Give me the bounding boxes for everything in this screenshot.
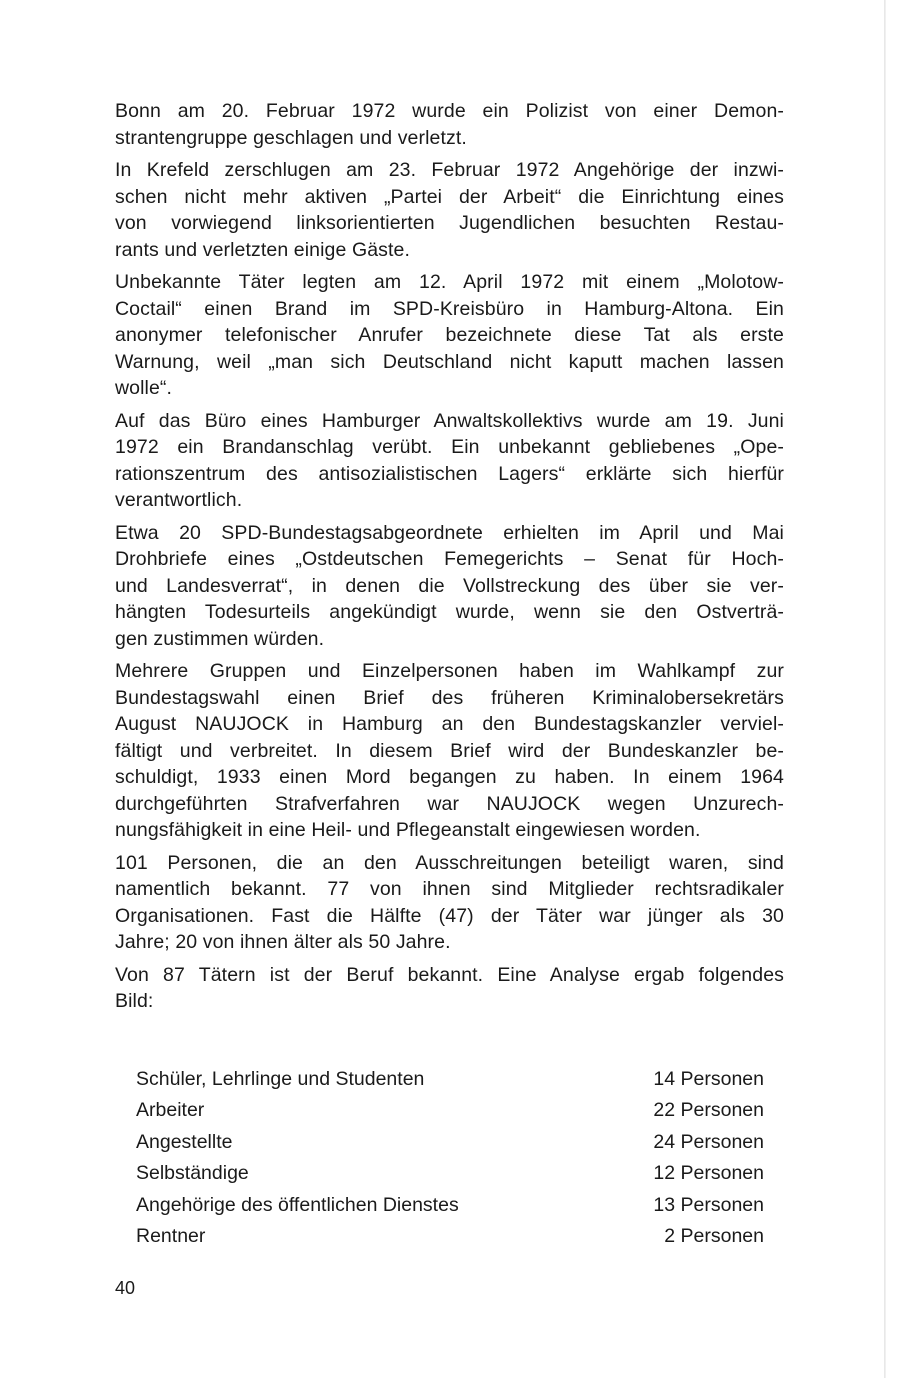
text-line: Bild:	[115, 990, 154, 1012]
occupation-group: Arbeiter	[136, 1099, 205, 1122]
occupation-count: 22 Personen	[653, 1099, 764, 1122]
text-line: anonymer telefonischer Anrufer bezeichnete diese Tat als erste	[115, 324, 784, 346]
text-line: Drohbriefe eines „Ostdeutschen Femegerichts – Senat für Hoch-	[115, 548, 784, 570]
paragraph	[115, 408, 784, 514]
occupation-count: 24 Personen	[653, 1130, 764, 1153]
text-line: von vorwiegend linksorientierten Jugendlichen besuchten Restau-	[115, 212, 784, 234]
text-line: Bundestagswahl einen Brief des früheren Kriminalobersekretärs	[115, 686, 784, 709]
occupation-group: Selbständige	[136, 1162, 249, 1185]
text-line: 1972 ein Brandanschlag verübt. Ein unbekannt gebliebenes „Ope-	[115, 436, 784, 458]
text-line: Coctail“ einen Brand im SPD-Kreisbüro in Hamburg-Altona. Ein	[115, 297, 784, 320]
text-line: hängten Todesurteils angekündigt wurde, wenn sie den Ostverträ-	[115, 601, 784, 623]
text-line: verantwortlich.	[115, 489, 243, 511]
occupation-row	[136, 1064, 764, 1095]
text-line: Etwa 20 SPD-Bundestagsabgeordnete erhielten im April und Mai	[115, 521, 784, 544]
occupation-row	[136, 1221, 764, 1252]
text-line: Mehrere Gruppen und Einzelpersonen haben im Wahlkampf zur	[115, 660, 784, 682]
paragraph	[115, 850, 784, 956]
text-line: Auf das Büro eines Hamburger Anwaltskollektivs wurde am 19. Juni	[115, 409, 784, 432]
occupation-count: 14 Personen	[653, 1068, 764, 1090]
text-line: In Krefeld zerschlugen am 23. Februar 1972 Angehörige der inzwi-	[115, 159, 784, 181]
text-line: und Landesverrat“, in denen die Vollstreckung des über sie ver-	[115, 574, 784, 597]
occupation-count: 12 Personen	[653, 1162, 764, 1185]
text-line: Bonn am 20. Februar 1972 wurde ein Polizist von einer Demon-	[115, 100, 784, 122]
occupation-group: Schüler, Lehrlinge und Studenten	[136, 1068, 425, 1090]
paragraph	[115, 658, 784, 844]
occupation-count: 2 Personen	[664, 1224, 764, 1247]
text-line: namentlich bekannt. 77 von ihnen sind Mitglieder rechtsradikaler	[115, 878, 784, 900]
text-line: rants und verletzten einige Gäste.	[115, 238, 410, 261]
text-line: August NAUJOCK in Hamburg an den Bundestagskanzler verviel-	[115, 713, 784, 735]
text-line: Warnung, weil „man sich Deutschland nicht kaputt machen lassen	[115, 350, 784, 373]
text-line: fältigt und verbreitet. In diesem Brief wird der Bundeskanzler be-	[115, 739, 784, 762]
text-line: durchgeführten Strafverfahren war NAUJOCK wegen Unzurech-	[115, 792, 784, 815]
text-line: nungsfähigkeit in eine Heil- und Pflegeanstalt eingewiesen worden.	[115, 819, 701, 841]
text-line: 101 Personen, die an den Ausschreitungen beteiligt waren, sind	[115, 851, 784, 874]
occupation-list	[136, 1064, 764, 1252]
text-line: Von 87 Tätern ist der Beruf bekannt. Eine Analyse ergab folgendes	[115, 963, 784, 986]
text-line: Organisationen. Fast die Hälfte (47) der Täter war jünger als 30	[115, 904, 784, 927]
paragraph	[115, 269, 784, 402]
page-edge-shadow	[884, 0, 886, 1378]
text-line: strantengruppe geschlagen und verletzt.	[115, 126, 467, 149]
occupation-group: Rentner	[136, 1224, 206, 1247]
paragraph	[115, 962, 784, 1015]
body-text	[115, 98, 784, 1021]
text-line: schen nicht mehr aktiven „Partei der Arbeit“ die Einrichtung eines	[115, 185, 784, 208]
page-number: 40	[115, 1278, 136, 1298]
text-line: rationszentrum des antisozialistischen Lagers“ erklärte sich hierfür	[115, 462, 784, 485]
occupation-group: Angestellte	[136, 1130, 233, 1153]
text-line: wolle“.	[115, 377, 173, 399]
occupation-row	[136, 1095, 764, 1126]
paragraph	[115, 520, 784, 653]
text-line: schuldigt, 1933 einen Mord begangen zu haben. In einem 1964	[115, 766, 784, 788]
occupation-row	[136, 1127, 764, 1158]
occupation-count: 13 Personen	[653, 1193, 764, 1216]
occupation-row	[136, 1190, 764, 1221]
occupation-row	[136, 1158, 764, 1189]
paragraph	[115, 98, 784, 151]
occupation-group: Angehörige des öffentlichen Dienstes	[136, 1193, 459, 1216]
text-line: Jahre; 20 von ihnen älter als 50 Jahre.	[115, 931, 451, 953]
paragraph	[115, 157, 784, 263]
text-line: gen zustimmen würden.	[115, 627, 325, 650]
text-line: Unbekannte Täter legten am 12. April 1972 mit einem „Molotow-	[115, 271, 784, 293]
